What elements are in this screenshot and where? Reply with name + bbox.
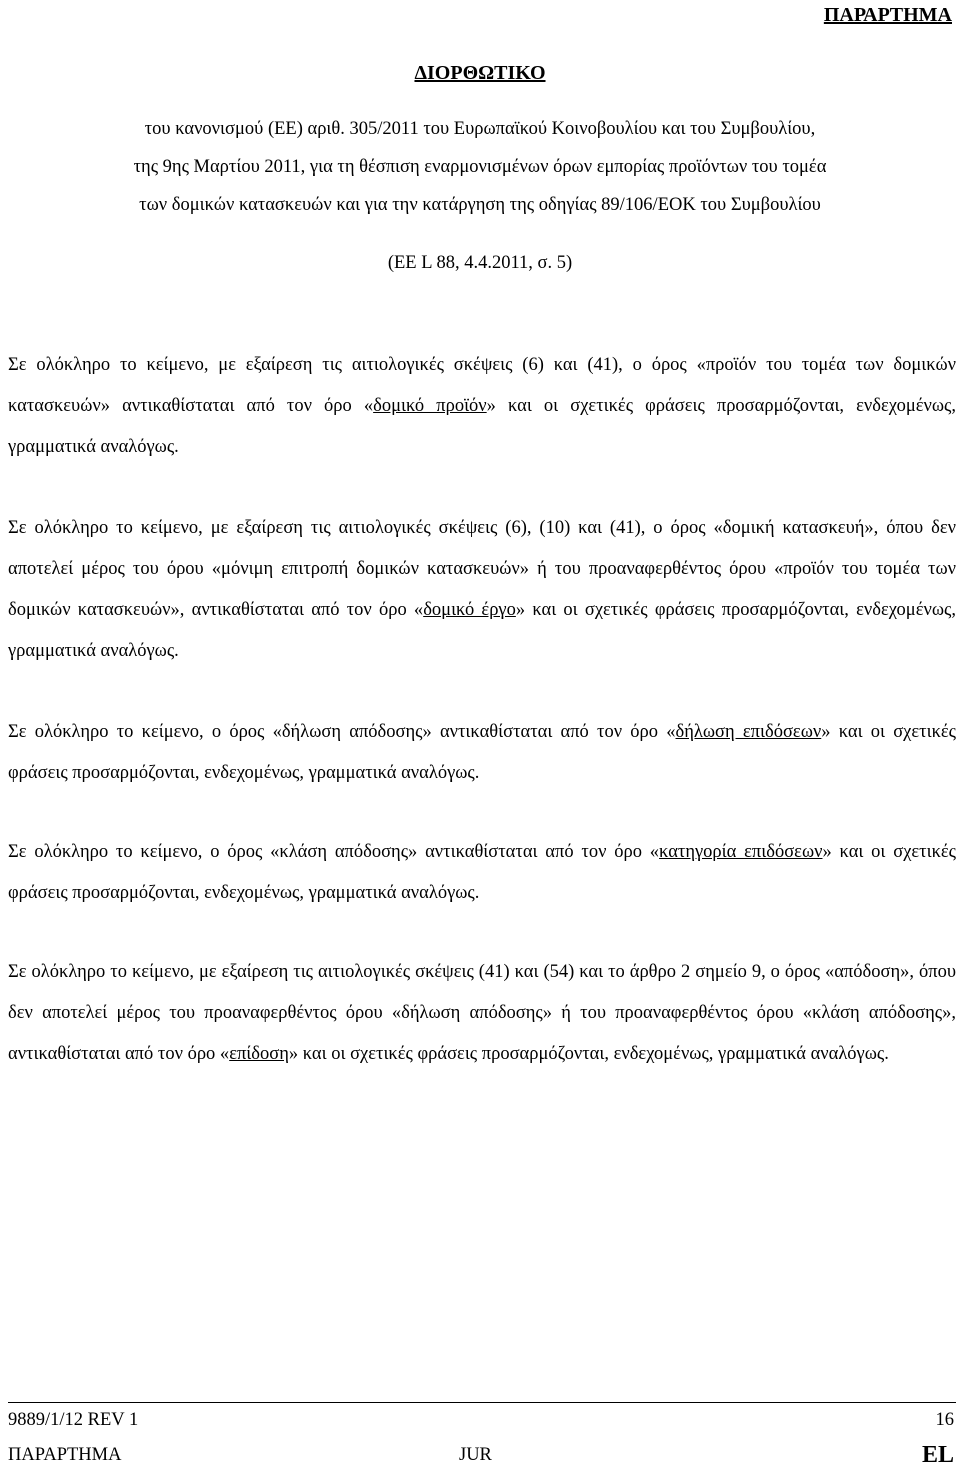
paragraph	[8, 952, 956, 1075]
footer-unit: JUR	[459, 1445, 492, 1465]
paragraph-text: Σε ολόκληρο το κείμενο, ο όρος «δήλωση απόδοσης» αντικαθίσταται από τον όρο «	[8, 722, 676, 742]
paragraph-text: » και οι σχετικές φράσεις προσαρμόζονται, ενδεχομένως, γραμματικά αναλόγως.	[8, 842, 957, 903]
paragraph-text: Σε ολόκληρο το κείμενο, ο όρος «κλάση απόδοσης» αντικαθίσταται από τον όρο «	[8, 842, 660, 862]
paragraph-text: » και οι σχετικές φράσεις προσαρμόζονται, ενδεχομένως, γραμματικά αναλόγως.	[8, 396, 957, 457]
replacement-term: δομικό έργο	[423, 600, 516, 620]
footer-page-number: 16	[935, 1410, 954, 1430]
paragraph	[8, 345, 956, 468]
replacement-term: κατηγορία επιδόσεων	[659, 842, 823, 862]
paragraph	[8, 712, 956, 794]
regulation-intro	[0, 110, 960, 282]
oj-reference: (ΕΕ L 88, 4.4.2011, σ. 5)	[387, 253, 573, 273]
footer-divider	[8, 1402, 956, 1403]
paragraph-text: Σε ολόκληρο το κείμενο, με εξαίρεση τις αιτιολογικές σκέψεις (41) και (54) και το άρθρο 2 σημείο 9, ο όρος «απόδοση», όπου δεν αποτελεί μέρος του προαναφερθέντος όρου «δήλωση απόδοσης» ή του προαναφερθέντος όρου «κλάση απόδοσης», αντικαθίσταται από τον όρο «	[8, 962, 956, 1064]
corrigendum-body	[8, 345, 956, 1115]
intro-line-3: των δομικών κατασκευών και για την κατάργηση της οδηγίας 89/106/ΕΟΚ του Συμβουλίου	[139, 195, 821, 215]
footer-annex: ΠΑΡΑΡΤΗΜΑ	[8, 1445, 122, 1465]
footer-doc-ref: 9889/1/12 REV 1	[8, 1410, 139, 1430]
intro-line-2: της 9ης Μαρτίου 2011, για τη θέσπιση εναρμονισμένων όρων εμπορίας προϊόντων του τομέα	[133, 157, 827, 177]
annex-label: ΠΑΡΑΡΤΗΜΑ	[823, 4, 952, 26]
paragraph-text: » και οι σχετικές φράσεις προσαρμόζονται, ενδεχομένως, γραμματικά αναλόγως.	[8, 722, 956, 783]
paragraph-text: Σε ολόκληρο το κείμενο, με εξαίρεση τις αιτιολογικές σκέψεις (6), (10) και (41), ο όρος «δομική κατασκευή», όπου δεν αποτελεί μέρος του όρου «μόνιμη επιτροπή δομικών κατασκευών» ή του προαναφερθέντος όρου «προϊόν του τομέα των δομικών κατασκευών», αντικαθίσταται από τον όρο «	[8, 518, 956, 620]
paragraph	[8, 832, 956, 914]
intro-line-1: του κανονισμού (ΕΕ) αριθ. 305/2011 του Ευρωπαϊκού Κοινοβουλίου και του Συμβουλίου,	[144, 119, 816, 139]
paragraph-text: » και οι σχετικές φράσεις προσαρμόζονται, ενδεχομένως, γραμματικά αναλόγως.	[288, 1044, 889, 1064]
paragraph	[8, 508, 956, 672]
replacement-term: δήλωση επιδόσεων	[675, 722, 822, 742]
footer-language: EL	[921, 1442, 954, 1468]
paragraph-text: Σε ολόκληρο το κείμενο, με εξαίρεση τις αιτιολογικές σκέψεις (6) και (41), ο όρος «προϊόν του τομέα των δομικών κατασκευών» αντικαθίσταται από τον όρο «	[8, 355, 956, 416]
paragraph-text: » και οι σχετικές φράσεις προσαρμόζονται, ενδεχομένως, γραμματικά αναλόγως.	[8, 600, 956, 661]
replacement-term: επίδοση	[229, 1044, 289, 1064]
replacement-term: δομικό προϊόν	[373, 396, 487, 416]
document-title: ΔΙΟΡΘΩΤΙΚΟ	[414, 62, 546, 84]
